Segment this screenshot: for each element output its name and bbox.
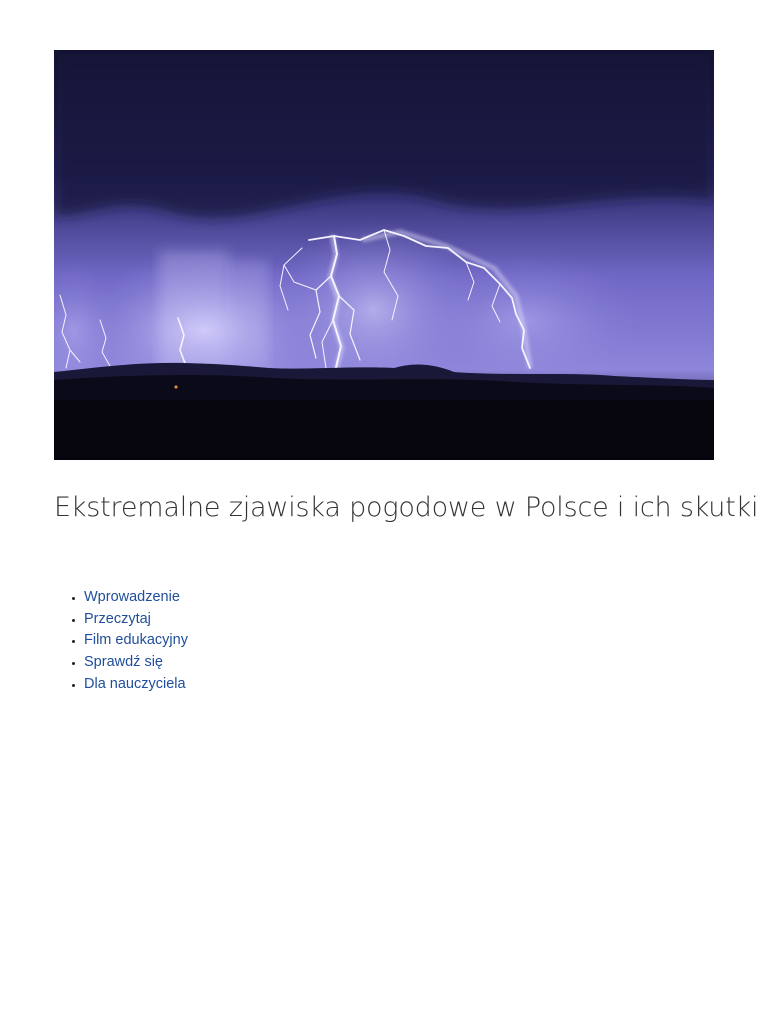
nav-link-film-edukacyjny[interactable]: Film edukacyjny	[84, 632, 188, 649]
list-item	[84, 587, 188, 609]
lightning-storm-photo	[54, 50, 714, 460]
list-item	[84, 609, 188, 631]
list-item	[84, 630, 188, 652]
list-item	[84, 674, 188, 696]
nav-link-wprowadzenie[interactable]: Wprowadzenie	[84, 589, 180, 605]
list-item	[84, 652, 188, 674]
nav-link-dla-nauczyciela[interactable]: Dla nauczyciela	[84, 675, 186, 692]
nav-link-sprawdz-sie[interactable]: Sprawdź się	[84, 654, 163, 671]
page-title: Ekstremalne zjawiska pogodowe w Polsce i ich skutki	[54, 492, 759, 523]
cover-image	[54, 50, 714, 460]
nav-link-przeczytaj[interactable]: Przeczytaj	[84, 610, 151, 627]
table-of-contents	[66, 587, 188, 696]
